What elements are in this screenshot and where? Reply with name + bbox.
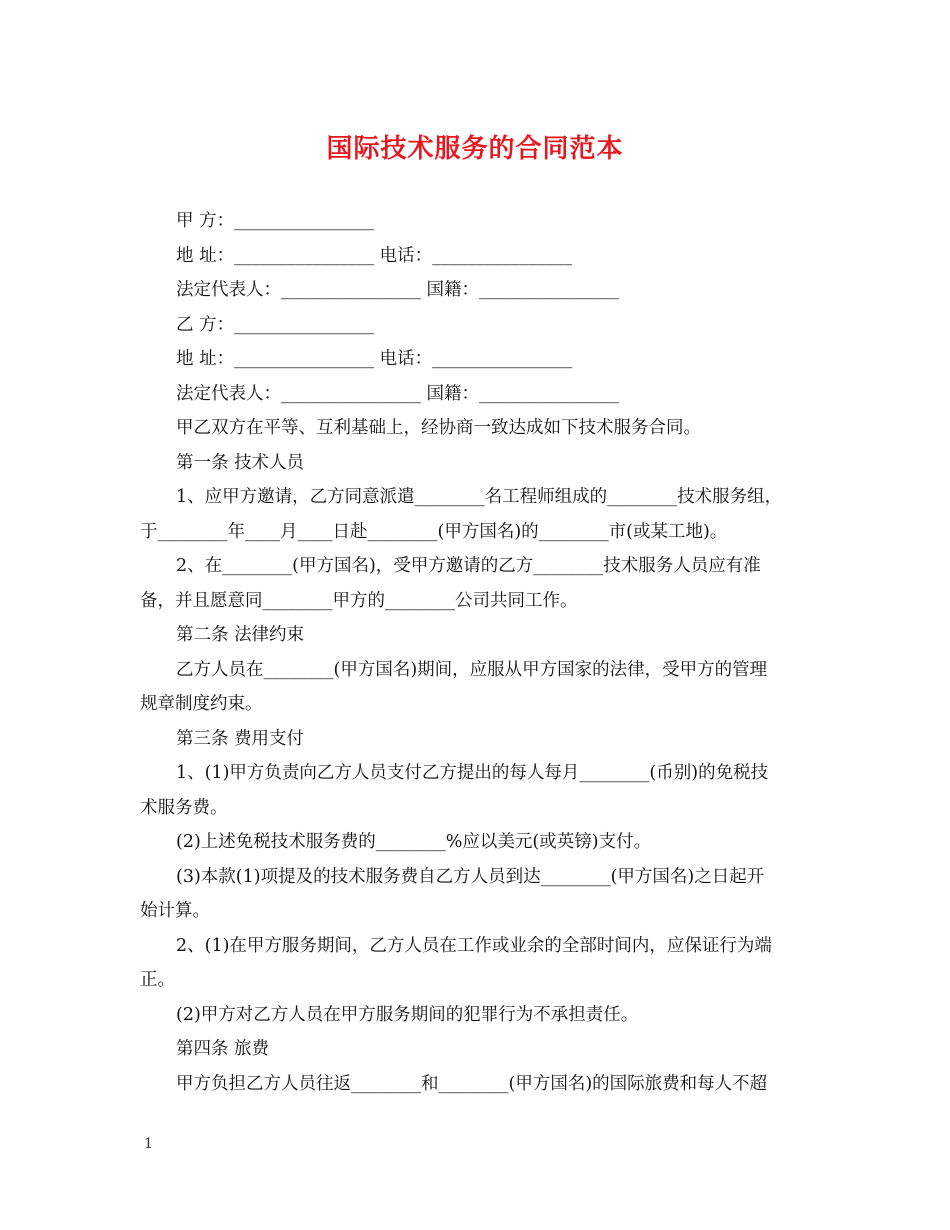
document-line: 第四条 旅费 xyxy=(176,1039,270,1059)
document-line: 1、(1)甲方负责向乙方人员支付乙方提出的每人每月________(币别)的免税技 xyxy=(176,763,769,783)
document-line: 甲 方：________________ xyxy=(176,211,375,231)
document-line: 第三条 费用支付 xyxy=(176,728,305,749)
document-line: 法定代表人：________________ 国籍：________________ xyxy=(176,383,620,404)
document-body xyxy=(140,204,812,1101)
document-line: 地 址：________________ 电话：________________ xyxy=(176,245,573,266)
document-line: 甲方负担乙方人员往返________和________(甲方国名)的国际旅费和每人不超 xyxy=(176,1073,768,1094)
document-line: 2、在________(甲方国名)，受甲方邀请的乙方________技术服务人员应有准 xyxy=(176,556,761,576)
document-line: 2、(1)在甲方服务期间，乙方人员在工作或业余的全部时间内，应保证行为端 xyxy=(176,935,772,956)
document-line: 第一条 技术人员 xyxy=(176,452,305,473)
document-line: 正。 xyxy=(140,970,175,990)
document-line: 规章制度约束。 xyxy=(140,694,263,714)
document-line: 地 址：________________ 电话：________________ xyxy=(176,349,573,369)
document-line: 1、应甲方邀请，乙方同意派遣________名工程师组成的________技术服务组， xyxy=(176,487,783,507)
document-title: 国际技术服务的合同范本 xyxy=(326,134,624,164)
document-line: (2)甲方对乙方人员在甲方服务期间的犯罪行为不承担责任。 xyxy=(176,1004,639,1025)
document-line: 始计算。 xyxy=(140,901,210,921)
document-line: 乙 方：________________ xyxy=(176,314,375,335)
document-line: (3)本款(1)项提及的技术服务费自乙方人员到达________(甲方国名)之日起开 xyxy=(176,866,765,887)
document-line: 甲乙双方在平等、互利基础上，经协商一致达成如下技术服务合同。 xyxy=(176,418,701,438)
document-line: (2)上述免税技术服务费的________%应以美元(或英镑)支付。 xyxy=(176,832,652,852)
document-line: 法定代表人：________________ 国籍：________________ xyxy=(176,280,620,300)
document-line: 备，并且愿意同________甲方的________公司共同工作。 xyxy=(140,590,578,611)
document-line: 于________年____月____日赴________(甲方国名)的________市(或某工地)。 xyxy=(140,521,728,542)
document-line: 术服务费。 xyxy=(140,797,228,818)
document-line: 第二条 法律约束 xyxy=(176,625,305,645)
document-line: 乙方人员在________(甲方国名)期间，应服从甲方国家的法律，受甲方的管理 xyxy=(176,659,768,680)
page-number: 1 xyxy=(144,1136,153,1152)
